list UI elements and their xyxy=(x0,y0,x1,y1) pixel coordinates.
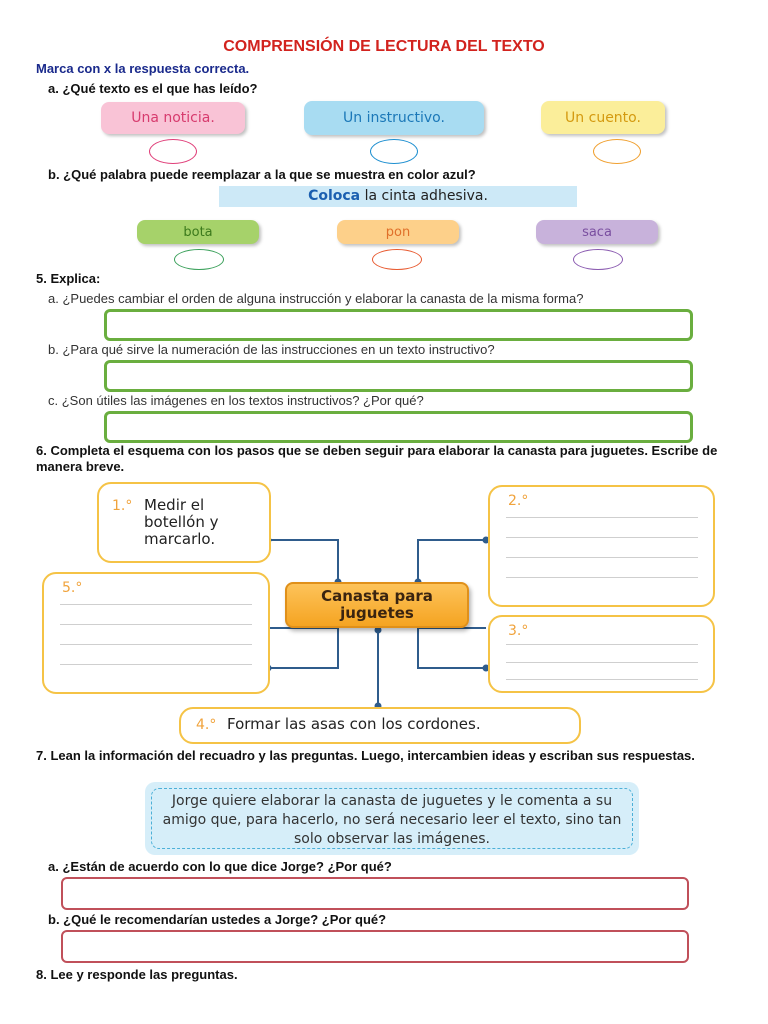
writing-line xyxy=(60,644,252,645)
writing-line xyxy=(60,604,252,605)
writing-line xyxy=(506,679,698,680)
section-5-question-b: b. ¿Para qué sirve la numeración de las instrucciones en un texto instructivo? xyxy=(48,342,495,357)
writing-line xyxy=(506,662,698,663)
answer-box-7b[interactable] xyxy=(61,930,689,963)
section-8-heading: 8. Lee y responde las preguntas. xyxy=(36,967,238,982)
option-un-cuento: Un cuento. xyxy=(541,101,665,134)
writing-line xyxy=(506,557,698,558)
section-5-question-a: a. ¿Puedes cambiar el orden de alguna instrucción y elaborar la canasta de la misma forma? xyxy=(48,291,584,306)
question-b-text: b. ¿Qué palabra puede reemplazar a la que se muestra en color azul? xyxy=(48,167,476,182)
step-5-box[interactable] xyxy=(42,572,270,694)
writing-line xyxy=(506,577,698,578)
step-1-text: Medir el botellón y marcarlo. xyxy=(144,496,219,548)
step-4-box xyxy=(179,707,581,744)
scheme-center-box: Canasta para juguetes xyxy=(285,582,469,628)
connector-step3 xyxy=(418,628,486,668)
step-4-number: 4.° xyxy=(196,717,217,733)
writing-line xyxy=(60,624,252,625)
step-5-number: 5.° xyxy=(62,580,83,596)
connector-step2 xyxy=(418,540,486,582)
section-5-heading: 5. Explica: xyxy=(36,271,101,286)
option-bota: bota xyxy=(137,220,259,244)
option-una-noticia: Una noticia. xyxy=(101,102,245,134)
writing-line xyxy=(506,644,698,645)
connector-step1 xyxy=(268,540,338,582)
step-1-box xyxy=(97,482,271,563)
option-pon: pon xyxy=(337,220,459,244)
step-2-box[interactable] xyxy=(488,485,715,607)
section-7-heading: 7. Lean la información del recuadro y las preguntas. Luego, intercambien ideas y escriban sus respuestas. xyxy=(36,748,695,763)
option-un-instructivo: Un instructivo. xyxy=(304,101,484,135)
page-title: COMPRENSIÓN DE LECTURA DEL TEXTO xyxy=(223,38,545,55)
answer-box-7a[interactable] xyxy=(61,877,689,910)
section-7-question-a: a. ¿Están de acuerdo con lo que dice Jorge? ¿Por qué? xyxy=(48,859,392,874)
section-5-question-c: c. ¿Son útiles las imágenes en los textos instructivos? ¿Por qué? xyxy=(48,393,424,408)
section-7-question-b: b. ¿Qué le recomendarían ustedes a Jorge? ¿Por qué? xyxy=(48,912,387,927)
sentence-rest: la cinta adhesiva. xyxy=(364,188,488,204)
instruction-text: Marca con x la respuesta correcta. xyxy=(36,61,250,76)
option-saca: saca xyxy=(536,220,658,244)
step-4-text: Formar las asas con los cordones. xyxy=(227,715,481,733)
highlighted-word: Coloca xyxy=(308,188,361,204)
question-a-text: a. ¿Qué texto es el que has leído? xyxy=(48,81,258,96)
writing-line xyxy=(506,537,698,538)
step-3-number: 3.° xyxy=(508,623,529,639)
info-box xyxy=(145,782,639,855)
info-text: Jorge quiere elaborar la canasta de juguetes y le comenta a su amigo que, para hacerlo, no será necesario leer el texto, sino tan solo observar las imágenes. xyxy=(151,788,633,849)
step-1-number: 1.° xyxy=(112,498,133,514)
connector-step5 xyxy=(268,628,338,668)
step-2-number: 2.° xyxy=(508,493,529,509)
writing-line xyxy=(60,664,252,665)
section-6-heading: 6. Completa el esquema con los pasos que se deben seguir para elaborar la canasta para juguetes. Escribe de manera breve. xyxy=(36,443,718,474)
writing-line xyxy=(506,517,698,518)
step-3-box[interactable] xyxy=(488,615,715,693)
